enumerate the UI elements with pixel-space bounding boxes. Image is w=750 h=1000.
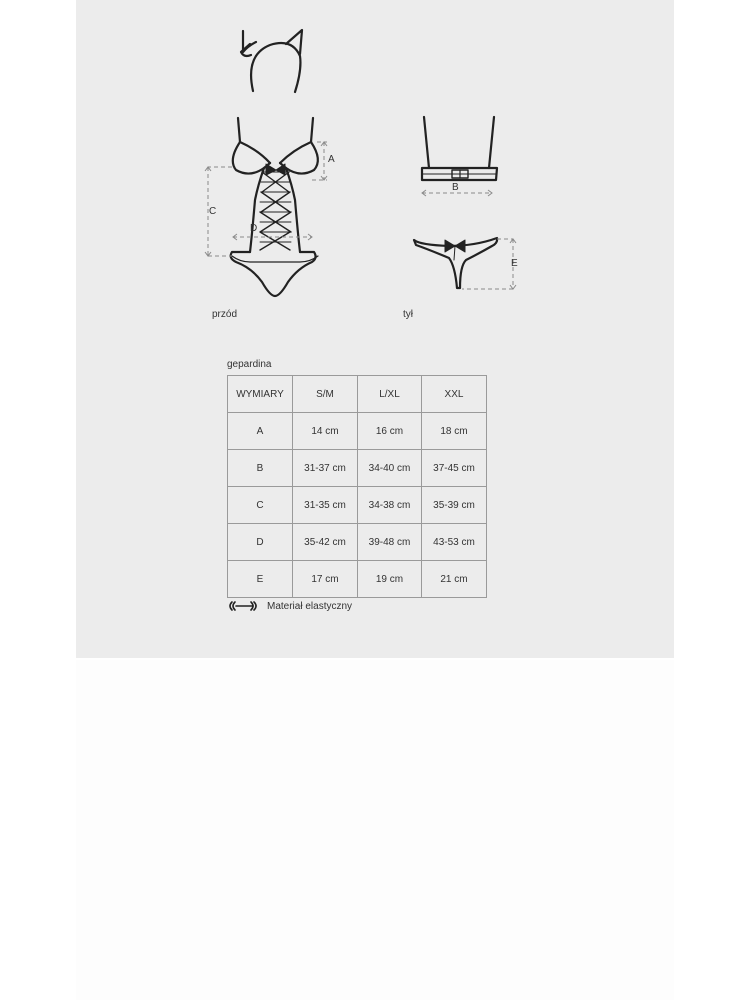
table-cell: 31-35 cm xyxy=(293,487,358,524)
dimension-label-c: C xyxy=(209,206,217,217)
front-view-label: przód xyxy=(212,309,238,320)
table-cell: B xyxy=(228,450,293,487)
table-header-cell: XXL xyxy=(422,376,487,413)
table-cell: 34-40 cm xyxy=(358,450,422,487)
table-cell: A xyxy=(228,413,293,450)
size-table xyxy=(227,375,487,598)
table-cell: 35-42 cm xyxy=(293,524,358,561)
table-cell: 39-48 cm xyxy=(358,524,422,561)
table-row xyxy=(228,413,487,450)
bodysuit-front-drawing xyxy=(231,118,318,296)
table-cell: C xyxy=(228,487,293,524)
table-cell: 31-37 cm xyxy=(293,450,358,487)
dimension-label-a: A xyxy=(328,154,335,165)
table-header-cell: S/M xyxy=(293,376,358,413)
legend-label: Materiał elastyczny xyxy=(267,600,353,612)
table-cell: 37-45 cm xyxy=(422,450,487,487)
product-sketch xyxy=(0,0,750,360)
back-view-label: tył xyxy=(403,309,413,320)
lower-blank-area xyxy=(76,660,674,1000)
table-cell: 18 cm xyxy=(422,413,487,450)
dimension-arrows xyxy=(205,142,516,289)
table-header-cell: WYMIARY xyxy=(228,376,293,413)
table-row xyxy=(228,524,487,561)
legend xyxy=(227,599,352,613)
table-row xyxy=(228,450,487,487)
table-cell: 35-39 cm xyxy=(422,487,487,524)
table-header-row xyxy=(228,376,487,413)
table-cell: 19 cm xyxy=(358,561,422,598)
table-row xyxy=(228,487,487,524)
table-header-cell: L/XL xyxy=(358,376,422,413)
bra-back-drawing xyxy=(422,117,497,180)
cat-ears-headband-drawing xyxy=(241,30,302,92)
thong-back-drawing xyxy=(414,238,497,288)
table-cell: D xyxy=(228,524,293,561)
dimension-label-d: D xyxy=(250,223,258,234)
table-row xyxy=(228,561,487,598)
table-cell: 21 cm xyxy=(422,561,487,598)
elastic-material-icon xyxy=(227,600,259,612)
table-cell: 14 cm xyxy=(293,413,358,450)
table-cell: 43-53 cm xyxy=(422,524,487,561)
table-cell: 34-38 cm xyxy=(358,487,422,524)
table-cell: 16 cm xyxy=(358,413,422,450)
dimension-label-e: E xyxy=(511,258,518,269)
table-cell: 17 cm xyxy=(293,561,358,598)
table-cell: E xyxy=(228,561,293,598)
table-title: gepardina xyxy=(227,359,272,370)
dimension-label-b: B xyxy=(452,182,459,193)
